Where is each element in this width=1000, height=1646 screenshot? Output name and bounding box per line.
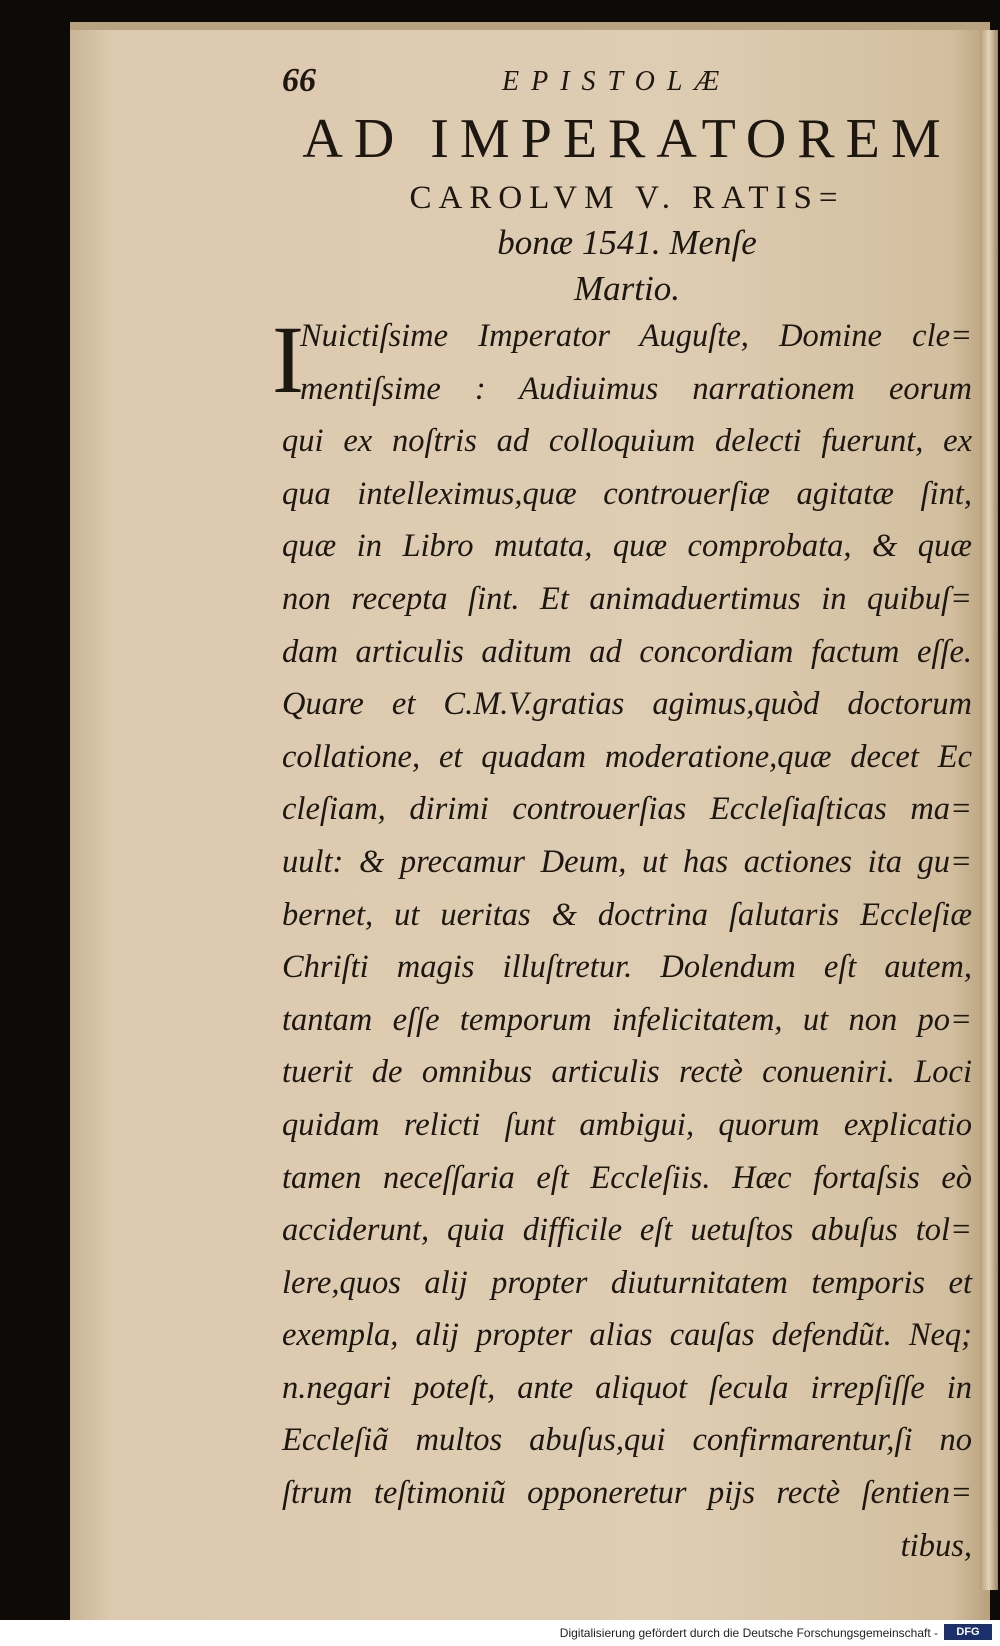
text-line: tantam eſſe temporum infelicitatem, ut non po=: [282, 1001, 972, 1038]
text-line: quæ in Libro mutata, quæ comprobata, & quæ: [282, 528, 972, 565]
heading-main: AD IMPERATOREM: [302, 108, 952, 170]
text-line: acciderunt, quia difficile eſt uetuſtos abuſus tol=: [282, 1212, 972, 1249]
text-line: Chriſti magis illuſtretur. Dolendum eſt autem,: [282, 949, 972, 986]
text-line: Eccleſiã multos abuſus,qui confirmarentur,ſi no: [282, 1422, 972, 1459]
page-number: 66: [282, 62, 316, 99]
catchword: tibus,: [900, 1527, 972, 1564]
heading-date: bonæ 1541. Menſe: [497, 223, 757, 262]
letter-heading: [282, 108, 972, 312]
running-title: EPISTOLÆ: [502, 66, 732, 97]
text-line: tuerit de omnibus articulis rectè conueniri. Loci: [282, 1054, 972, 1091]
text-line: dam articulis aditum ad concordiam factum eſſe.: [282, 633, 972, 670]
text-line: mentiſsime : Audiuimus narrationem eorum: [300, 370, 972, 407]
text-line: Quare et C.M.V.gratias agimus,quòd doctorum: [282, 686, 972, 723]
page-right-edge: [980, 30, 998, 1590]
text-line: cleſiam, dirimi controuerſias Eccleſiaſticas ma=: [282, 791, 972, 828]
text-line: quidam relicti ſunt ambigui, quorum explicatio: [282, 1106, 972, 1143]
text-line: ſtrum teſtimoniũ opponeretur pijs rectè ſentien=: [282, 1475, 972, 1512]
funding-credit: Digitalisierung gefördert durch die Deutsche Forschungsgemeinschaft -: [559, 1626, 938, 1640]
heading-month: Martio.: [574, 269, 680, 308]
text-line: bernet, ut ueritas & doctrina ſalutaris Eccleſiæ: [282, 896, 972, 933]
text-line: qua intelleximus,quæ controuerſiæ agitatæ ſint,: [282, 475, 972, 512]
text-line: Nuictiſsime Imperator Auguſte, Domine cle=: [300, 318, 972, 354]
text-line: collatione, et quadam moderatione,quæ decet Ec: [282, 738, 972, 775]
text-line: non recepta ſint. Et animaduertimus in quibuſ=: [282, 580, 972, 617]
drop-initial: I: [272, 306, 304, 413]
text-line: lere,quos alij propter diuturnitatem temporis et: [282, 1264, 972, 1301]
page-top-edge: [70, 22, 990, 30]
text-line: uult: & precamur Deum, ut has actiones ita gu=: [282, 843, 972, 880]
heading-sub: CAROLVM V. RATIS=: [409, 180, 845, 216]
dfg-logo: DFG: [944, 1624, 992, 1640]
footer-bar: [0, 1620, 1000, 1646]
text-line: tamen neceſſaria eſt Eccleſiis. Hæc fortaſsis eò: [282, 1159, 972, 1196]
letter-body: [282, 310, 972, 1572]
text-line: exempla, alij propter alias cauſas defendũt. Neq;: [282, 1317, 972, 1354]
text-line: qui ex noſtris ad colloquium delecti fuerunt, ex: [282, 423, 972, 460]
text-line: n.negari poteſt, ante aliquot ſecula irrepſiſſe in: [282, 1369, 972, 1406]
